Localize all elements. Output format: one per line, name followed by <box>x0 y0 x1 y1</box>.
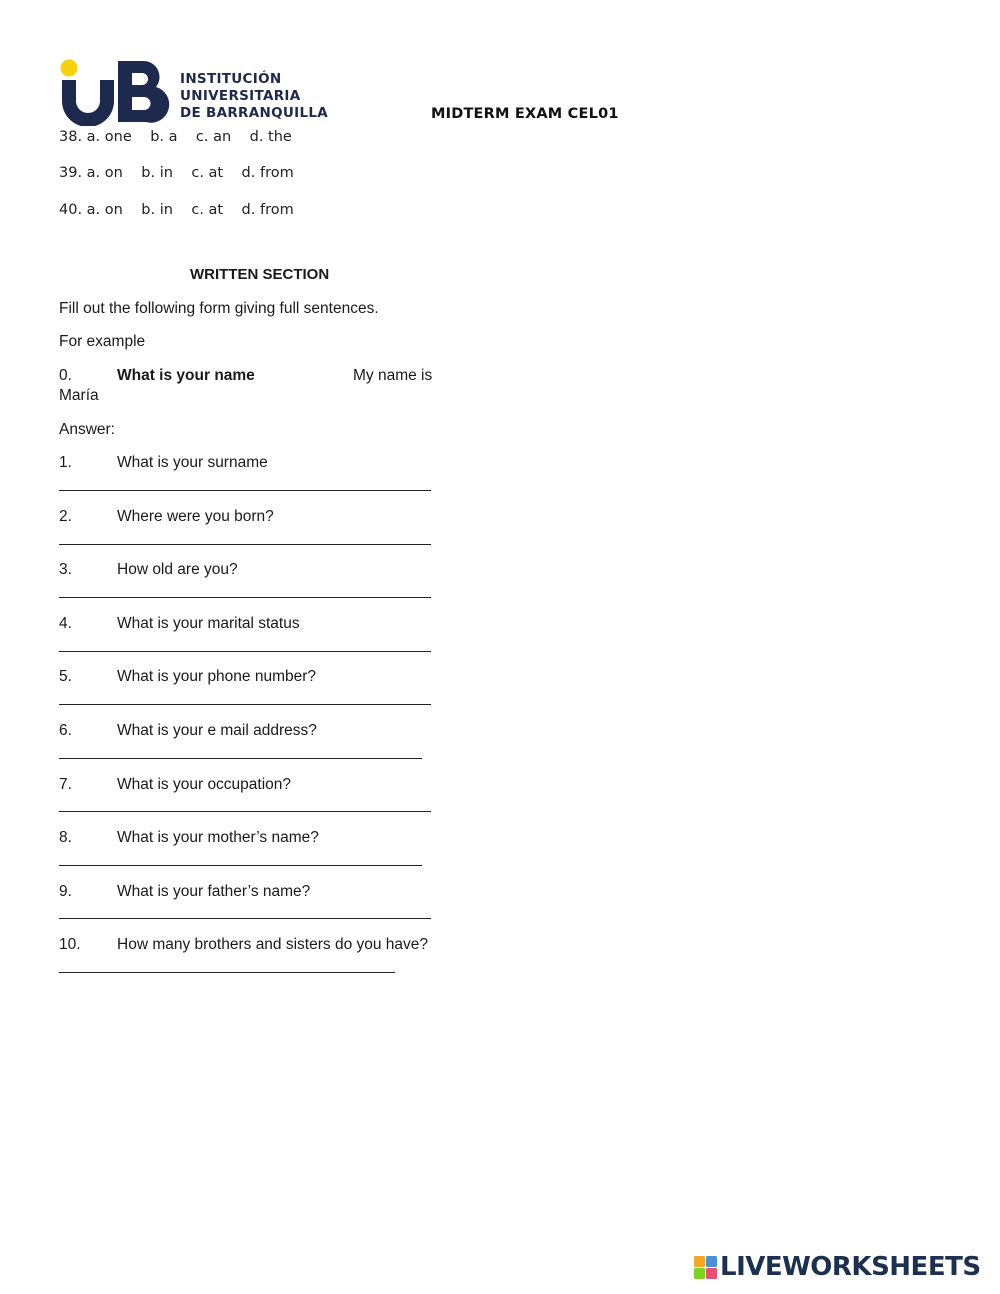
question-text: What is your occupation? <box>117 776 292 793</box>
answer-line-5[interactable] <box>59 704 431 705</box>
answer-line-7[interactable] <box>59 811 431 812</box>
answer-line-8[interactable] <box>59 865 422 866</box>
liveworksheets-brand <box>694 1254 994 1284</box>
question-text: How old are you? <box>117 561 238 578</box>
question-number: 2. <box>59 508 72 525</box>
mc-question-38: 38. a. one b. a c. an d. the <box>59 129 292 145</box>
mc-question-40: 40. a. on b. in c. at d. from <box>59 202 294 218</box>
question-text: How many brothers and sisters do you have? <box>117 936 429 953</box>
answer-line-3[interactable] <box>59 597 431 598</box>
question-number: 6. <box>59 722 72 739</box>
question-text: What is your surname <box>117 454 268 471</box>
question-number: 9. <box>59 883 72 900</box>
instruction-text: Fill out the following form giving full sentences. <box>59 300 379 317</box>
answer-line-1[interactable] <box>59 490 431 491</box>
example-number: 0. <box>59 367 72 384</box>
answer-line-4[interactable] <box>59 651 431 652</box>
question-text: Where were you born? <box>117 508 274 525</box>
example-question: What is your name <box>117 367 255 384</box>
exam-title: MIDTERM EXAM CEL01 <box>431 106 619 122</box>
brand-name: LIVEWORKSHEETS <box>720 1252 981 1282</box>
example-label: For example <box>59 333 146 350</box>
question-number: 8. <box>59 829 72 846</box>
answer-line-6[interactable] <box>59 758 422 759</box>
question-number: 10. <box>59 936 81 953</box>
logo-line-1: INSTITUCIÓN <box>180 71 282 87</box>
example-answer: My name is <box>353 367 433 384</box>
question-text: What is your mother’s name? <box>117 829 319 846</box>
answer-label: Answer: <box>59 421 115 438</box>
institution-logo <box>58 56 333 126</box>
question-text: What is your e mail address? <box>117 722 317 739</box>
logo-line-3: DE BARRANQUILLA <box>180 105 329 121</box>
ub-logo-icon <box>58 56 178 126</box>
answer-line-10[interactable] <box>59 972 395 973</box>
institution-name <box>180 71 328 122</box>
example-answer-continued: María <box>59 387 99 404</box>
question-text: What is your father’s name? <box>117 883 311 900</box>
answer-line-9[interactable] <box>59 918 431 919</box>
question-number: 3. <box>59 561 72 578</box>
section-title: WRITTEN SECTION <box>190 266 330 283</box>
liveworksheets-logo-icon <box>694 1254 718 1280</box>
question-number: 4. <box>59 615 72 632</box>
question-number: 7. <box>59 776 72 793</box>
answer-line-2[interactable] <box>59 544 431 545</box>
question-text: What is your marital status <box>117 615 300 632</box>
question-number: 5. <box>59 668 72 685</box>
logo-line-2: UNIVERSITARIA <box>180 88 301 104</box>
question-text: What is your phone number? <box>117 668 317 685</box>
question-number: 1. <box>59 454 72 471</box>
mc-question-39: 39. a. on b. in c. at d. from <box>59 165 294 181</box>
